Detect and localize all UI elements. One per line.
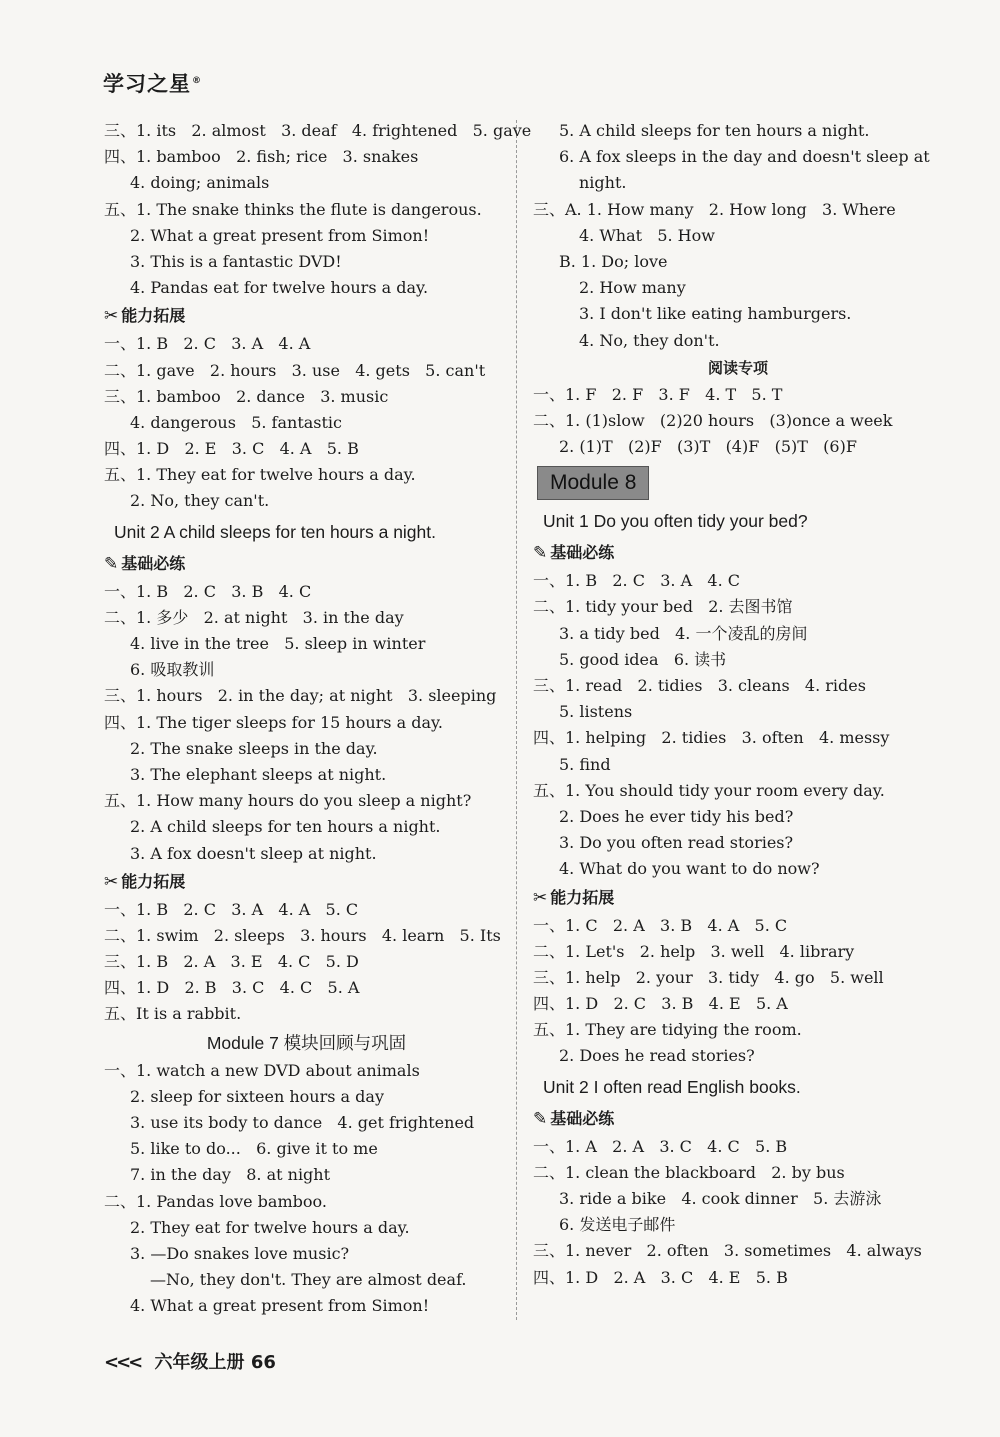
pencil-icon: ✎ [533, 1108, 548, 1129]
answer-line: —No, they don't. They are almost deaf. [150, 1270, 467, 1290]
reading-section-heading: 阅读专项 [707, 358, 768, 377]
section-heading-text: 能力拓展 [550, 887, 615, 907]
answer-line: 五、1. You should tidy your room every day. [533, 780, 885, 800]
answer-line: 三、1. B 2. A 3. E 4. C 5. D [104, 952, 359, 972]
answer-line: 五、It is a rabbit. [104, 1004, 242, 1024]
answer-line: 四、1. The tiger sleeps for 15 hours a day. [104, 712, 444, 732]
right-column [533, 118, 943, 1291]
answer-line: 一、1. B 2. C 3. B 4. C [104, 581, 312, 601]
left-column [104, 118, 532, 1320]
answer-line: 二、1. clean the blackboard 2. by bus [533, 1162, 845, 1182]
section-heading-text: 基础必练 [550, 543, 615, 563]
section-heading [104, 867, 509, 897]
answer-line: 2. No, they can't. [130, 491, 270, 511]
answer-line: 2. sleep for sixteen hours a day [130, 1086, 384, 1106]
answer-line: 二、1. tidy your bed 2. 去图书馆 [533, 597, 793, 617]
answer-line: B. 1. Do; love [559, 251, 668, 271]
answer-line: 6. 发送电子邮件 [559, 1215, 676, 1235]
module-label: Module 8 [537, 466, 649, 500]
answer-line: 2. (1)T (2)F (3)T (4)F (5)T (6)F [559, 437, 857, 457]
answer-line: 2. The snake sleeps in the day. [130, 738, 378, 758]
answer-line: 四、1. D 2. C 3. B 4. E 5. A [533, 994, 788, 1014]
answer-line: 二、1. 多少 2. at night 3. in the day [104, 607, 404, 627]
section-heading [104, 301, 509, 331]
answer-line: 五、1. How many hours do you sleep a night? [104, 791, 472, 811]
answer-line: 三、1. never 2. often 3. sometimes 4. always [533, 1241, 922, 1261]
answer-line: 三、1. hours 2. in the day; at night 3. sleeping [104, 686, 497, 706]
answer-line: 四、1. D 2. E 3. C 4. A 5. B [104, 439, 359, 459]
answer-line: 五、1. They eat for twelve hours a day. [104, 465, 416, 485]
answer-line: 二、1. swim 2. sleeps 3. hours 4. learn 5. Its [104, 925, 501, 945]
answer-line: 3. —Do snakes love music? [130, 1243, 350, 1263]
answer-line: 四、1. bamboo 2. fish; rice 3. snakes [104, 147, 419, 167]
answer-line: 四、1. D 2. B 3. C 4. C 5. A [104, 978, 360, 998]
scissors-icon: ✂ [104, 871, 119, 892]
answer-line: 2. Does he ever tidy his bed? [559, 806, 794, 826]
answer-line: 6. 吸取教训 [130, 660, 215, 680]
answer-line: 5. find [559, 754, 611, 774]
answer-line: 五、1. They are tidying the room. [533, 1020, 802, 1040]
answer-line: 3. use its body to dance 4. get frightened [130, 1113, 475, 1132]
pencil-icon: ✎ [104, 553, 119, 574]
answer-line: 3. I don't like eating hamburgers. [579, 304, 852, 324]
answer-line: 二、1. gave 2. hours 3. use 4. gets 5. can't [104, 360, 486, 380]
answer-line: 一、1. B 2. C 3. A 4. A 5. C [104, 899, 359, 919]
answer-line: 5. listens [559, 702, 633, 722]
unit-heading: Unit 2 I often read English books. [543, 1076, 801, 1097]
module-heading [533, 460, 943, 504]
answer-line: 一、1. watch a new DVD about animals [104, 1060, 420, 1080]
answer-line: 3. ride a bike 4. cook dinner 5. 去游泳 [559, 1189, 882, 1208]
page-number: 66 [250, 1352, 276, 1373]
section-heading [104, 549, 509, 579]
answer-line: 4. What 5. How [579, 225, 715, 245]
scissors-icon: ✂ [533, 887, 548, 908]
answer-line: 3. a tidy bed 4. 一个凌乱的房间 [559, 623, 808, 643]
answer-line: 4. doing; animals [130, 173, 270, 193]
answer-line: 一、1. F 2. F 3. F 4. T 5. T [533, 384, 783, 404]
answer-line: 4. live in the tree 5. sleep in winter [130, 634, 426, 653]
section-heading [533, 538, 943, 568]
section-heading-text: 能力拓展 [121, 306, 186, 326]
answer-line: 一、1. B 2. C 3. A 4. C [533, 571, 740, 591]
answer-line: 四、1. D 2. A 3. C 4. E 5. B [533, 1267, 788, 1287]
section-heading [533, 1104, 943, 1134]
column-divider [516, 120, 517, 1320]
answer-line: 5. A child sleeps for ten hours a night. [559, 121, 870, 140]
module-review-heading: Module 7 模块回顾与巩固 [206, 1032, 407, 1053]
answer-line: 二、1. (1)slow (2)20 hours (3)once a week [533, 410, 893, 430]
answer-line: 6. A fox sleeps in the day and doesn't sleep at [559, 147, 930, 167]
scissors-icon: ✂ [104, 306, 119, 327]
answer-line: 三、1. bamboo 2. dance 3. music [104, 386, 389, 406]
answer-line: 5. good idea 6. 读书 [559, 649, 727, 669]
unit-heading: Unit 2 A child sleeps for ten hours a night. [114, 521, 436, 542]
answer-line: 3. The elephant sleeps at night. [130, 764, 387, 784]
footer-grade: 六年级上册 [154, 1352, 245, 1373]
answer-line: 4. What a great present from Simon! [130, 1296, 430, 1316]
brand-logo [103, 68, 202, 98]
answer-line: 2. How many [579, 278, 686, 298]
answer-line: 三、1. help 2. your 3. tidy 4. go 5. well [533, 967, 884, 987]
answer-line: 一、1. A 2. A 3. C 4. C 5. B [533, 1136, 788, 1156]
answer-line: night. [579, 173, 627, 193]
answer-line: 五、1. The snake thinks the flute is dangerous. [104, 199, 482, 219]
answer-line: 一、1. B 2. C 3. A 4. A [104, 334, 311, 354]
answer-line: 4. What do you want to do now? [559, 859, 820, 879]
page-footer [104, 1348, 276, 1374]
registered-mark: ® [192, 76, 202, 86]
answer-line: 2. Does he read stories? [559, 1046, 755, 1066]
answer-line: 一、1. C 2. A 3. B 4. A 5. C [533, 915, 788, 935]
answer-line: 三、1. its 2. almost 3. deaf 4. frightened 5. gave [104, 121, 532, 140]
answer-line: 5. like to do... 6. give it to me [130, 1139, 378, 1159]
brand-text: 学习之星 [103, 72, 191, 96]
answer-line: 3. A fox doesn't sleep at night. [130, 843, 377, 863]
answer-line: 2. They eat for twelve hours a day. [130, 1217, 410, 1237]
section-heading-text: 能力拓展 [121, 871, 186, 891]
answer-line: 4. dangerous 5. fantastic [130, 412, 343, 432]
answer-line: 7. in the day 8. at night [130, 1165, 331, 1185]
section-heading-text: 基础必练 [550, 1108, 615, 1128]
answer-line: 4. Pandas eat for twelve hours a day. [130, 278, 429, 298]
section-heading-text: 基础必练 [121, 553, 186, 573]
answer-line: 二、1. Pandas love bamboo. [104, 1191, 327, 1211]
pencil-icon: ✎ [533, 543, 548, 564]
answer-line: 2. A child sleeps for ten hours a night. [130, 817, 441, 837]
section-heading [533, 883, 943, 913]
answer-line: 4. No, they don't. [579, 330, 720, 350]
answer-line: 三、A. 1. How many 2. How long 3. Where [533, 199, 896, 219]
footer-arrows: <<< [104, 1352, 141, 1373]
answer-line: 3. Do you often read stories? [559, 833, 794, 853]
answer-line: 三、1. read 2. tidies 3. cleans 4. rides [533, 676, 866, 695]
answer-line: 2. What a great present from Simon! [130, 225, 430, 245]
answer-line: 二、1. Let's 2. help 3. well 4. library [533, 941, 855, 961]
answer-line: 四、1. helping 2. tidies 3. often 4. messy [533, 728, 890, 748]
answer-line: 3. This is a fantastic DVD! [130, 251, 342, 271]
unit-heading: Unit 1 Do you often tidy your bed? [543, 511, 808, 532]
